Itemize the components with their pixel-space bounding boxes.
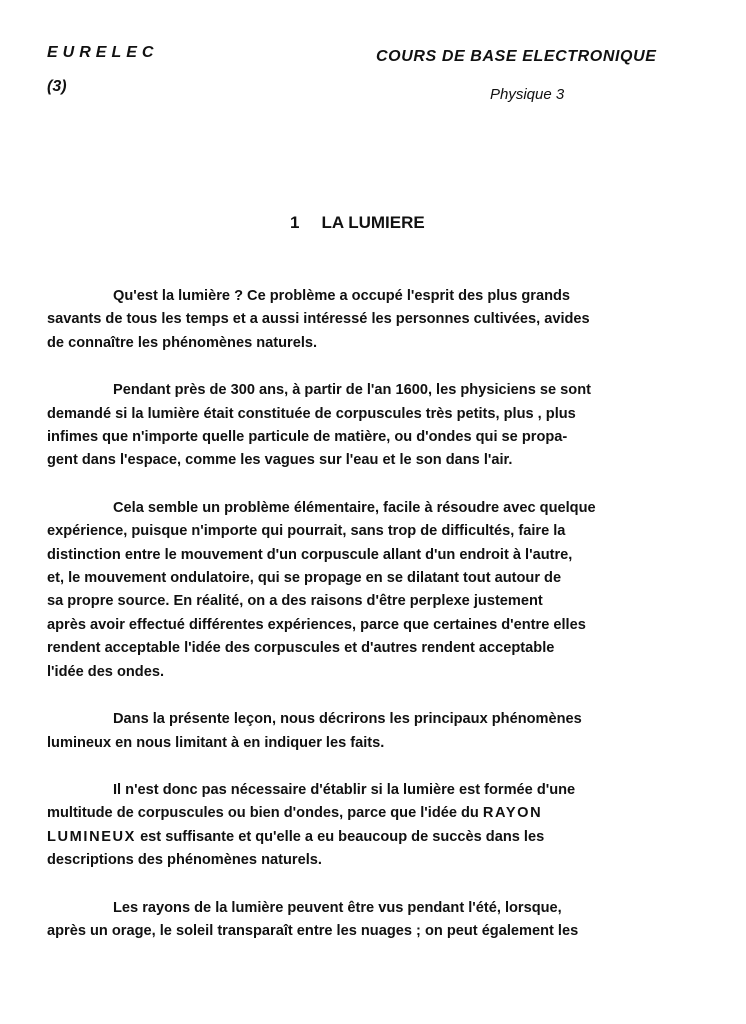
body-text — [47, 285, 727, 967]
text-line: demandé si la lumière était constituée de corpuscules très petits, plus , plus — [47, 405, 576, 422]
text-line: Il n'est donc pas nécessaire d'établir si la lumière est formée d'une — [113, 781, 576, 798]
text-line: l'idée des ondes. — [47, 663, 165, 680]
emphasized-term: RAYON — [482, 805, 543, 822]
section-title — [290, 213, 425, 233]
paragraph-5 — [47, 779, 727, 873]
course-title: COURS DE BASE ELECTRONIQUE — [376, 48, 657, 65]
text-fragment: multitude de corpuscules ou bien d'ondes, parce que l'idée du — [47, 805, 483, 822]
text-line: et, le mouvement ondulatoire, qui se propage en se dilatant tout autour de — [47, 570, 562, 587]
paragraph-6 — [47, 897, 727, 944]
emphasized-term: LUMINEUX — [47, 828, 137, 845]
paragraph-2 — [47, 379, 727, 473]
paragraph-1 — [47, 285, 727, 355]
text-line: Cela semble un problème élémentaire, facile à résoudre avec quelque — [113, 499, 596, 516]
page-number: (3) — [47, 78, 67, 95]
text-line — [47, 802, 727, 825]
text-line: Les rayons de la lumière peuvent être vus pendant l'été, lorsque, — [113, 899, 562, 916]
text-line: après avoir effectué différentes expériences, parce que certaines d'entre elles — [47, 616, 586, 633]
text-line: expérience, puisque n'importe qui pourrait, sans trop de difficultés, faire la — [47, 523, 566, 540]
text-line: lumineux en nous limitant à en indiquer les faits. — [47, 734, 385, 751]
paragraph-4 — [47, 708, 727, 755]
text-line: distinction entre le mouvement d'un corpuscule allant d'un endroit à l'autre, — [47, 546, 573, 563]
text-line: descriptions des phénomènes naturels. — [47, 852, 322, 869]
text-line: savants de tous les temps et a aussi intéressé les personnes cultivées, avides — [47, 311, 590, 328]
text-line: après un orage, le soleil transparaît entre les nuages ; on peut également les — [47, 922, 579, 939]
text-fragment: est suffisante et qu'elle a eu beaucoup de succès dans les — [136, 828, 545, 845]
text-line: de connaître les phénomènes naturels. — [47, 334, 318, 351]
text-line: Dans la présente leçon, nous décrirons les principaux phénomènes — [113, 711, 582, 728]
section-number: 1 — [290, 213, 300, 232]
text-line — [47, 826, 727, 849]
text-line: Qu'est la lumière ? Ce problème a occupé l'esprit des plus grands — [113, 288, 571, 304]
publisher-name: EURELEC — [47, 44, 159, 61]
section-heading: LA LUMIERE — [321, 213, 425, 232]
course-subtitle: Physique 3 — [490, 86, 565, 103]
paragraph-3 — [47, 497, 727, 684]
text-line: rendent acceptable l'idée des corpuscules et d'autres rendent acceptable — [47, 640, 555, 657]
text-line: gent dans l'espace, comme les vagues sur l'eau et le son dans l'air. — [47, 452, 513, 469]
text-line: sa propre source. En réalité, on a des raisons d'être perplexe justement — [47, 593, 543, 610]
text-line: infimes que n'importe quelle particule de matière, ou d'ondes qui se propa- — [47, 429, 568, 446]
text-line: Pendant près de 300 ans, à partir de l'an 1600, les physiciens se sont — [113, 382, 591, 399]
